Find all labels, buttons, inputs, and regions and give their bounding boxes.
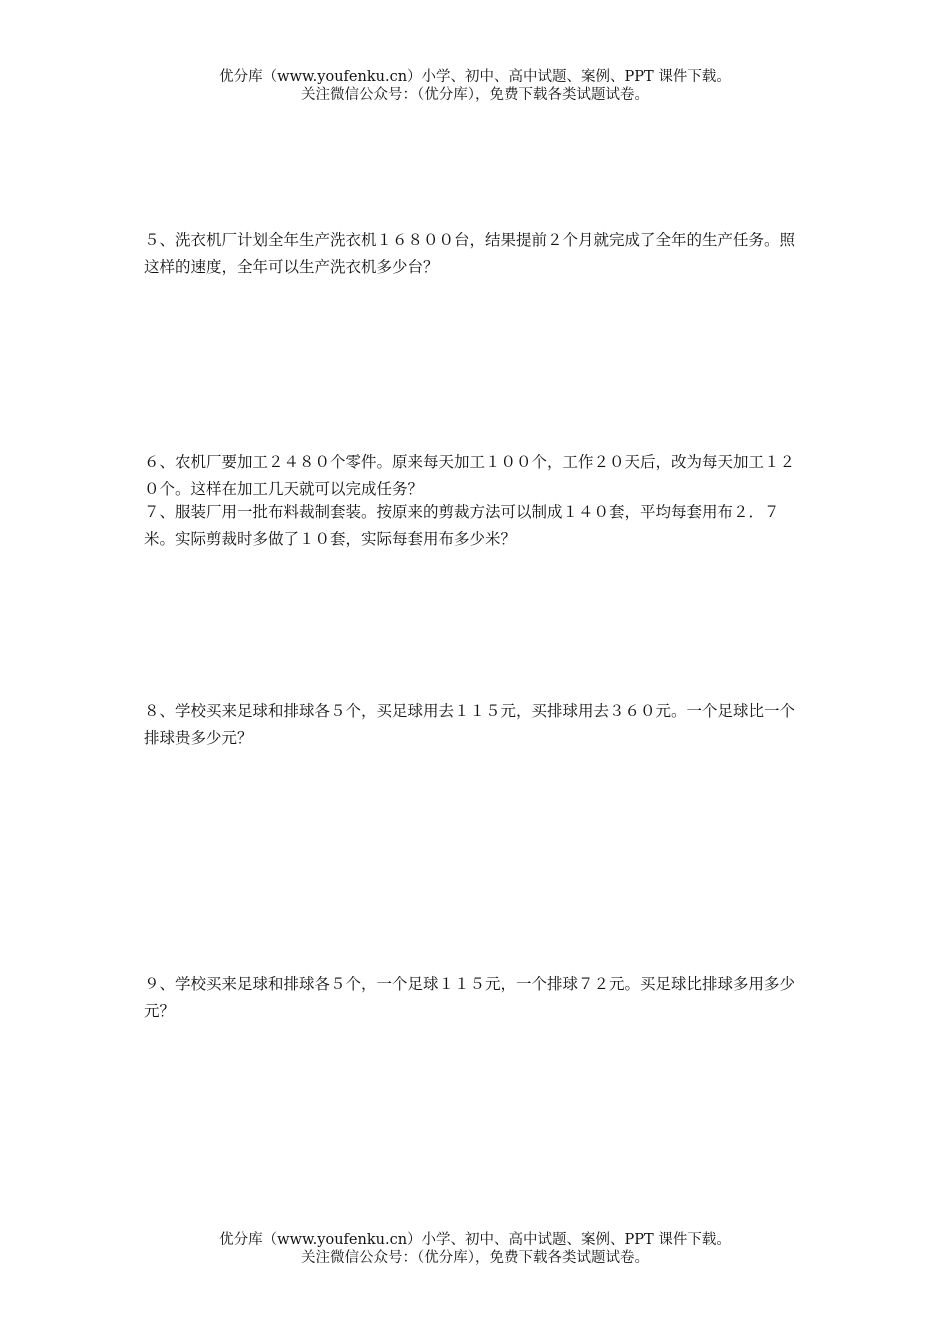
header-line-1: 优分库（www.youfenku.cn）小学、初中、高中试题、案例、PPT 课件下载。	[219, 69, 731, 85]
question-5: ５、洗衣机厂计划全年生产洗衣机１６８００台，结果提前２个月就完成了全年的生产任务。照这样的速度，全年可以生产洗衣机多少台？	[144, 231, 796, 276]
question-7: ７、服装厂用一批布料裁制套装。按原来的剪裁方法可以制成１４０套，平均每套用布２．７米。实际剪裁时多做了１０套，实际每套用布多少米？	[144, 503, 780, 548]
question-8: ８、学校买来足球和排球各５个，买足球用去１１５元，买排球用去３６０元。一个足球比一个排球贵多少元？	[144, 702, 796, 747]
question-6: ６、农机厂要加工２４８０个零件。原来每天加工１００个，工作２０天后，改为每天加工１２０个。这样在加工几天就可以完成任务？	[144, 453, 796, 498]
footer-line-2: 关注微信公众号：（优分库），免费下载各类试题试卷。	[301, 1250, 649, 1266]
page-footer	[0, 1231, 950, 1267]
header-line-2: 关注微信公众号：（优分库），免费下载各类试题试卷。	[301, 87, 649, 103]
footer-line-1: 优分库（www.youfenku.cn）小学、初中、高中试题、案例、PPT 课件下载。	[219, 1232, 731, 1248]
page-header	[0, 68, 950, 104]
question-9: ９、学校买来足球和排球各５个，一个足球１１５元，一个排球７２元。买足球比排球多用多少元？	[144, 975, 796, 1020]
